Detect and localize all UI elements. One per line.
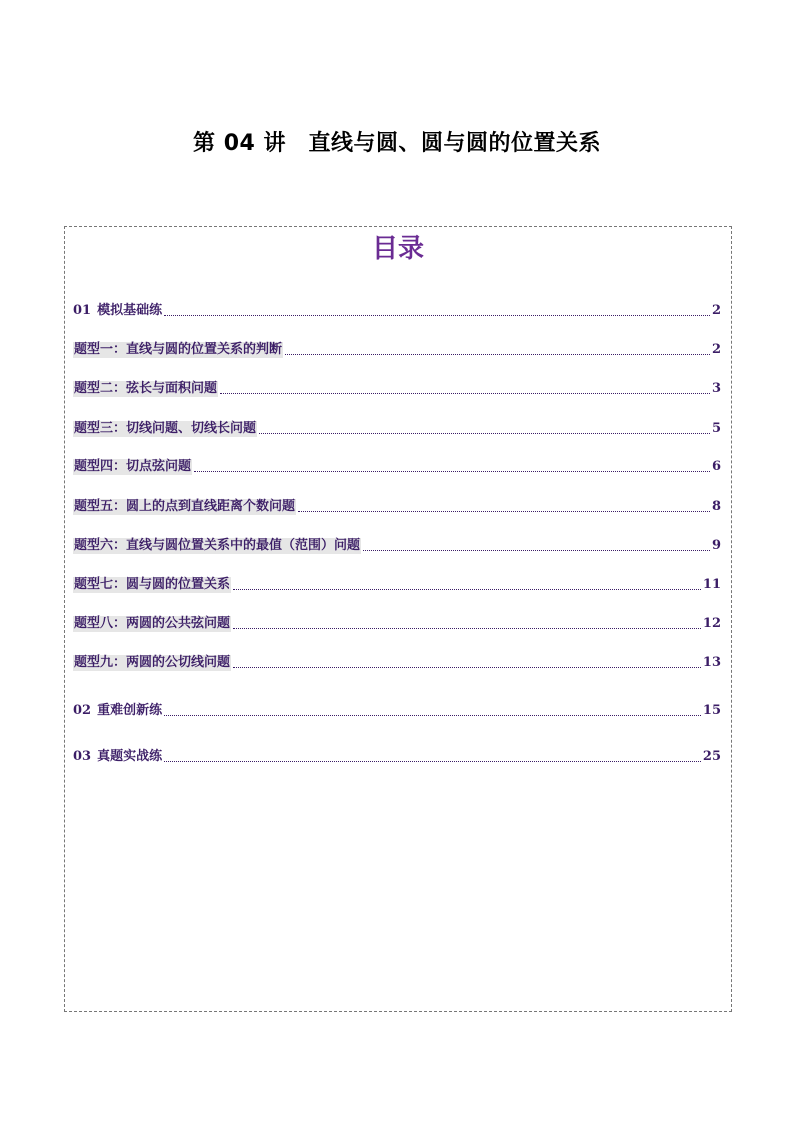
document-title: 第 04 讲 直线与圆、圆与圆的位置关系	[193, 131, 601, 156]
toc-entry-title: 题型六：直线与圆位置关系中的最值（范围）问题	[74, 538, 361, 553]
toc-entry-type-5[interactable]	[73, 497, 721, 515]
toc-entry-title: 真题实战练	[97, 749, 163, 764]
toc-page-number: 9	[711, 538, 721, 553]
toc-entry-title: 题型一：直线与圆的位置关系的判断	[74, 342, 283, 357]
toc-entry-section-01[interactable]	[73, 301, 721, 319]
toc-leader-dots	[233, 667, 701, 668]
toc-page-number: 5	[711, 421, 721, 436]
toc-entry-type-1[interactable]	[73, 340, 721, 358]
toc-page-number: 2	[711, 303, 721, 318]
toc-entry-label	[73, 749, 162, 765]
toc-entry-label	[73, 703, 162, 719]
toc-page-number: 8	[711, 499, 721, 514]
toc-entry-title: 重难创新练	[97, 703, 163, 718]
toc-entry-title: 题型四：切点弦问题	[74, 459, 192, 474]
toc-entry-type-3[interactable]	[73, 419, 721, 437]
toc-page-number: 12	[702, 616, 721, 631]
toc-entry-title: 题型九：两圆的公切线问题	[74, 655, 231, 670]
toc-entry-number: 03	[73, 749, 92, 764]
toc-entry-type-4[interactable]	[73, 457, 721, 475]
toc-entry-type-2[interactable]	[73, 379, 721, 397]
toc-entry-title: 题型八：两圆的公共弦问题	[74, 616, 231, 631]
table-of-contents	[64, 226, 732, 1012]
toc-leader-dots	[164, 715, 701, 716]
toc-leader-dots	[259, 433, 710, 434]
toc-entry-title: 模拟基础练	[97, 303, 163, 318]
toc-entry-type-6[interactable]	[73, 536, 721, 554]
toc-page-number: 13	[702, 655, 721, 670]
toc-page-number: 25	[702, 749, 721, 764]
toc-entry-title: 题型七：圆与圆的位置关系	[74, 577, 231, 592]
toc-page-number: 15	[702, 703, 721, 718]
toc-page-number: 3	[711, 381, 721, 396]
toc-entry-section-03[interactable]	[73, 747, 721, 765]
toc-leader-dots	[285, 354, 710, 355]
toc-entry-label	[73, 303, 162, 319]
toc-leader-dots	[233, 589, 701, 590]
toc-page-number: 2	[711, 342, 721, 357]
toc-entry-type-8[interactable]	[73, 614, 721, 632]
toc-page-number: 11	[702, 577, 721, 592]
toc-leader-dots	[220, 393, 710, 394]
toc-leader-dots	[194, 471, 710, 472]
toc-entry-number: 02	[73, 703, 92, 718]
toc-heading: 目录	[371, 234, 424, 264]
toc-leader-dots	[363, 550, 710, 551]
toc-entry-title: 题型三：切线问题、切线长问题	[74, 421, 257, 436]
toc-entry-section-02[interactable]	[73, 701, 721, 719]
toc-page-number: 6	[711, 459, 721, 474]
toc-leader-dots	[233, 628, 701, 629]
toc-entry-title: 题型二：弦长与面积问题	[74, 381, 218, 396]
toc-leader-dots	[164, 315, 710, 316]
toc-entry-type-9[interactable]	[73, 653, 721, 671]
toc-entry-title: 题型五：圆上的点到直线距离个数问题	[74, 499, 296, 514]
toc-entry-type-7[interactable]	[73, 575, 721, 593]
toc-entry-number: 01	[73, 303, 92, 318]
toc-leader-dots	[298, 511, 710, 512]
toc-leader-dots	[164, 761, 701, 762]
